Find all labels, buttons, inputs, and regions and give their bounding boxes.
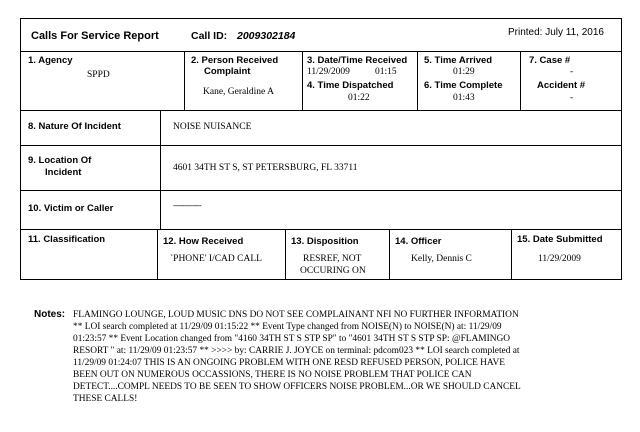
- received-label: 3. Date/Time Received: [307, 55, 408, 66]
- divider-v-fields: [160, 110, 161, 229]
- complete-value: 01:43: [453, 93, 475, 103]
- notes-line: 01:23:57 ** Event Location changed from "4160 34TH ST S STP SP" to "4601 34TH ST S STP SP: @FLAMINGO: [73, 334, 511, 344]
- divider-v-disp: [389, 229, 390, 280]
- location-value: 4601 34TH ST S, ST PETERSBURG, FL 33711: [173, 163, 358, 173]
- agency-label: 1. Agency: [28, 55, 73, 66]
- date-submitted-label: 15. Date Submitted: [517, 234, 603, 245]
- notes-body: [73, 309, 633, 405]
- case-label: 7. Case #: [529, 55, 571, 66]
- divider-victim: [20, 229, 622, 230]
- complete-label: 6. Time Complete: [424, 80, 503, 91]
- location-label: 9. Location Of: [28, 155, 92, 166]
- divider-v-received: [417, 51, 418, 110]
- nature-value: NOISE NUISANCE: [173, 122, 252, 132]
- call-id-label: Call ID:: [191, 30, 228, 42]
- victim-value: -------------: [173, 201, 202, 210]
- divider-nature: [20, 145, 622, 146]
- classification-label: 11. Classification: [28, 234, 106, 245]
- notes-label: Notes:: [34, 309, 66, 320]
- divider-row1: [20, 110, 622, 111]
- divider-v-agency: [184, 51, 185, 110]
- received-time: 01:15: [375, 67, 397, 77]
- person-label: 2. Person Received: [191, 55, 279, 66]
- arrived-value: 01:29: [453, 67, 475, 77]
- notes-line: THESE CALLS!: [73, 394, 138, 404]
- disposition-label: 13. Disposition: [291, 236, 359, 247]
- report-title: Calls For Service Report: [31, 30, 159, 42]
- divider-location: [20, 190, 622, 191]
- dispatched-value: 01:22: [348, 93, 370, 103]
- case-value: -: [570, 67, 574, 77]
- dispatched-label: 4. Time Dispatched: [307, 80, 394, 91]
- received-date: 11/29/2009: [307, 67, 350, 77]
- how-received-value: `PHONE' I/CAD CALL: [170, 254, 262, 264]
- accident-label: Accident #: [537, 80, 586, 91]
- divider-v-person: [302, 51, 303, 110]
- person-value: Kane, Geraldine A: [203, 87, 274, 97]
- officer-label: 14. Officer: [395, 236, 442, 247]
- notes-line: ** LOI search completed at 11/29/09 01:15:22 ** Event Type changed from NOISE(N) to NOISE(N) at: 11/29/09: [73, 322, 502, 332]
- call-id-value: 2009302184: [237, 30, 296, 42]
- notes-line: RESORT " at: 11/29/09 01:23:57 ** >>>> by: CARRIE J. JOYCE on terminal: pdcom023 ** LOI search completed at: [73, 346, 520, 356]
- notes-line: FLAMINGO LOUNGE, LOUD MUSIC DNS DO NOT SEE COMPLAINANT NFI NO FURTHER INFORMATION: [73, 310, 519, 320]
- nature-label: 8. Nature Of Incident: [28, 121, 121, 132]
- location-label-2: Incident: [45, 167, 82, 178]
- divider-header: [20, 51, 622, 52]
- notes-line: DETECT....COMPL NEEDS TO BE SEEN TO SHOW OFFICERS NOISE PROBLEM...OR WE SHOULD CANCEL: [73, 382, 521, 392]
- divider-v-how: [285, 229, 286, 280]
- divider-v-arrived: [520, 51, 521, 110]
- victim-label: 10. Victim or Caller: [28, 203, 114, 214]
- divider-v-class: [157, 229, 158, 280]
- notes-line: BEEN OUT ON NUMEROUS OCCASSIONS, THERE IS NO NOISE PROBLEM THAT POLICE CAN: [73, 370, 472, 380]
- arrived-label: 5. Time Arrived: [424, 55, 493, 66]
- agency-value: SPPD: [87, 70, 110, 80]
- printed-date: Printed: July 11, 2016: [508, 27, 604, 38]
- notes-line: 11/29/09 01:24:07 THIS IS AN ONGOING PROBLEM WITH ONE RESD REFUSED PERSON, POLICE HAVE: [73, 358, 505, 368]
- how-received-label: 12. How Received: [163, 236, 244, 247]
- date-submitted-value: 11/29/2009: [538, 254, 581, 264]
- officer-value: Kelly, Dennis C: [411, 254, 472, 264]
- disposition-value: RESREF, NOT: [303, 254, 362, 264]
- divider-v-officer: [511, 229, 512, 280]
- disposition-value-2: OCCURING ON: [300, 266, 366, 276]
- person-label-2: Complaint: [204, 66, 251, 77]
- accident-value: -: [570, 93, 574, 103]
